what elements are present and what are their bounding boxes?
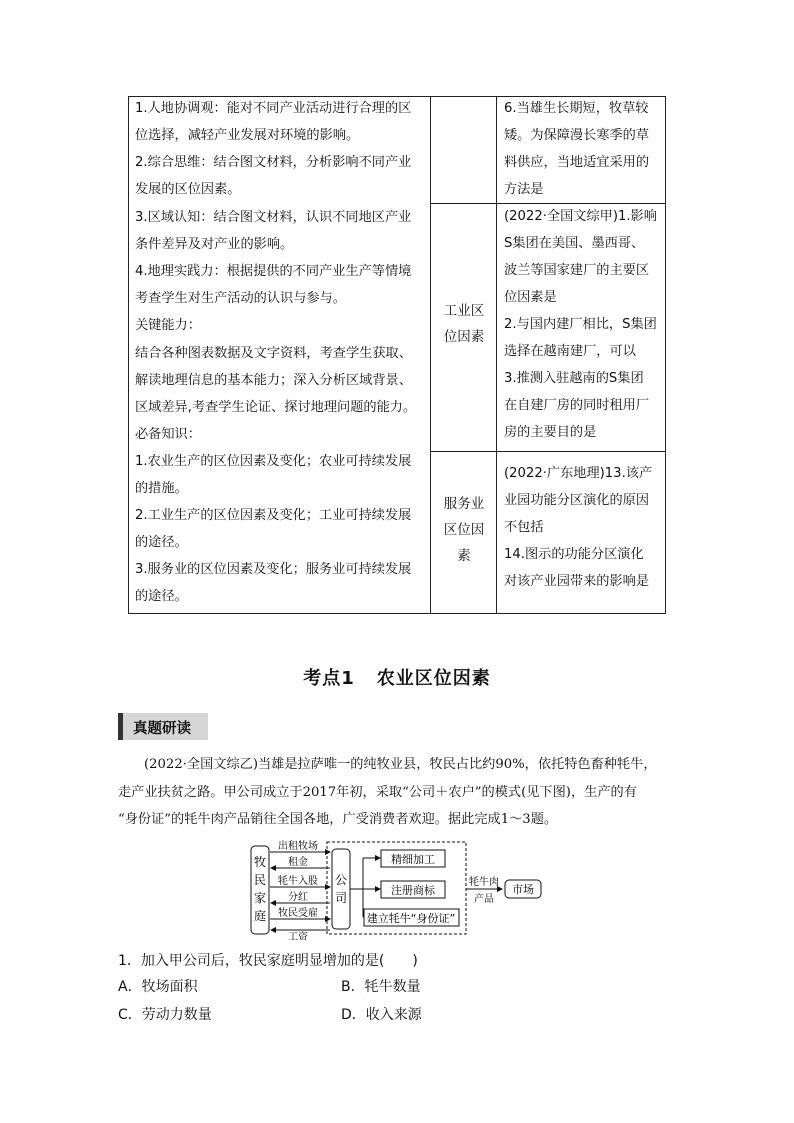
question-line: 位因素是 [504,290,557,305]
question-line: 矮。为保障漫长寒季的草 [504,128,650,143]
question-line: S集团在美国、墨西哥、 [504,236,645,251]
section-number: 考点1 [303,668,355,689]
objective-line: 区域差异,考查学生论证、探讨地理问题的能力。 [135,400,417,415]
objective-line: 1.农业生产的区位因素及变化；农业可持续发展 [135,454,412,469]
flow-label: 出租牧场 [278,841,318,852]
question-stem: 1．加入甲公司后，牧民家庭明显增加的是( ) [118,953,418,969]
option-c[interactable] [118,1006,212,1024]
option-text: 收入来源 [365,1007,422,1023]
option-d[interactable] [341,1006,422,1024]
option-a[interactable] [118,978,198,996]
flow-label: 牦牛入股 [278,876,318,887]
objective-line: 解读地理信息的基本能力；深入分析区域背景、 [135,373,412,388]
objective-line: 1.人地协调观：能对不同产业活动进行合理的区 [135,101,412,116]
question-line: 方法是 [504,182,544,197]
product-label: 牦牛肉 [469,877,499,888]
flow-label: 分红 [288,892,308,903]
objective-line: 3.服务业的区位因素及变化；服务业可持续发展 [135,562,412,577]
section-title [0,664,794,690]
passage-line: “身份证”的牦牛肉产品销往全国各地，广受消费者欢迎。据此完成1～3题。 [118,812,558,827]
subsection-label-text: 真题研读 [133,721,191,737]
market-label: 市场 [512,883,534,896]
option-key: C． [118,1007,142,1023]
herder-char: 民 [253,873,267,887]
topic-label: 服务业 [443,496,485,512]
option-text: 牧场面积 [141,979,198,995]
objective-line: 必备知识： [135,427,201,442]
objective-line: 发展的区位因素。 [135,182,241,197]
section-name: 农业区位因素 [376,668,491,689]
option-key: D． [341,1007,366,1023]
objective-line: 2.工业生产的区位因素及变化；工业可持续发展 [135,508,412,523]
topic-label: 工业区 [443,303,485,319]
option-b[interactable] [341,978,421,996]
passage-line: (2022·全国文综乙)当雄是拉萨唯一的纯牧业县，牧民占比约90%，依托特色畜种牦牛， [144,757,657,772]
question-line: 在自建厂房的同时租用厂 [504,398,650,413]
objectives-cell [129,97,431,613]
company-char: 公 [334,873,348,887]
herder-char: 庭 [253,909,267,923]
objective-line: 条件差异及对产业的影响。 [135,237,294,252]
question-line: 房的主要目的是 [504,425,597,440]
question-line: 业园功能分区演化的原因 [504,493,650,508]
question-line: 2.与国内建厂相比，S集团 [504,317,657,332]
row-divider [431,451,665,452]
topic-label: 位因素 [443,329,485,345]
objective-line: 考查学生对生产活动的认识与参与。 [135,291,346,306]
objective-line: 2.综合思维：结合图文材料，分析影响不同产业 [135,155,412,170]
question-line: 6.当雄生长期短，牧草较 [504,101,649,116]
passage-line: 走产业扶贫之路。甲公司成立于2017年初，采取“公司＋农户”的模式(见下图)，生产的有 [118,785,637,800]
objective-line: 的途径。 [135,589,188,604]
question-line: (2022·全国文综甲)1.影响 [504,209,657,224]
question-line: 3.推测入驻越南的S集团 [504,371,644,386]
objective-line: 4.地理实践力：根据提供的不同产业生产等情境 [135,264,412,279]
flow-label: 工资 [288,932,308,940]
objective-line: 结合各种图表数据及文字资料，考查学生获取、 [135,346,412,361]
subsection-label [118,713,208,740]
herder-char: 家 [253,891,267,905]
objective-line: 位选择，减轻产业发展对环境的影响。 [135,128,360,143]
question-line: 14.图示的功能分区演化 [504,547,644,562]
company-box [332,849,350,929]
process-label: 精细加工 [391,853,435,866]
option-text: 劳动力数量 [141,1007,212,1023]
objectives-table [128,96,666,614]
option-text: 牦牛数量 [364,979,421,995]
company-char: 司 [334,891,348,905]
objective-line: 的措施。 [135,481,188,496]
option-key: A． [118,979,142,995]
flow-label: 牧民受雇 [278,908,318,919]
option-key: B． [341,979,365,995]
objective-line: 关键能力： [135,318,201,333]
product-label: 产品 [474,894,494,905]
topic-label: 素 [457,548,471,564]
objective-line: 3.区域认知：结合图文材料，认识不同地区产业 [135,210,412,225]
question-line: 选择在越南建厂，可以 [504,344,636,359]
question-line: 料供应，当地适宜采用的 [504,155,650,170]
company-farmer-diagram [240,838,570,940]
question-line: 波兰等国家建厂的主要区 [504,263,650,278]
question-line: 不包括 [504,520,544,535]
herder-char: 牧 [253,855,267,869]
row-divider [431,203,665,204]
process-label: 注册商标 [391,884,435,897]
topic-label: 区位因 [443,522,485,538]
question-line: 对该产业园带来的影响是 [504,574,650,589]
process-label: 建立牦牛“身份证” [366,912,456,925]
flow-label: 租金 [288,857,308,868]
question-line: (2022·广东地理)13.该产 [504,466,653,481]
objective-line: 的途径。 [135,535,188,550]
